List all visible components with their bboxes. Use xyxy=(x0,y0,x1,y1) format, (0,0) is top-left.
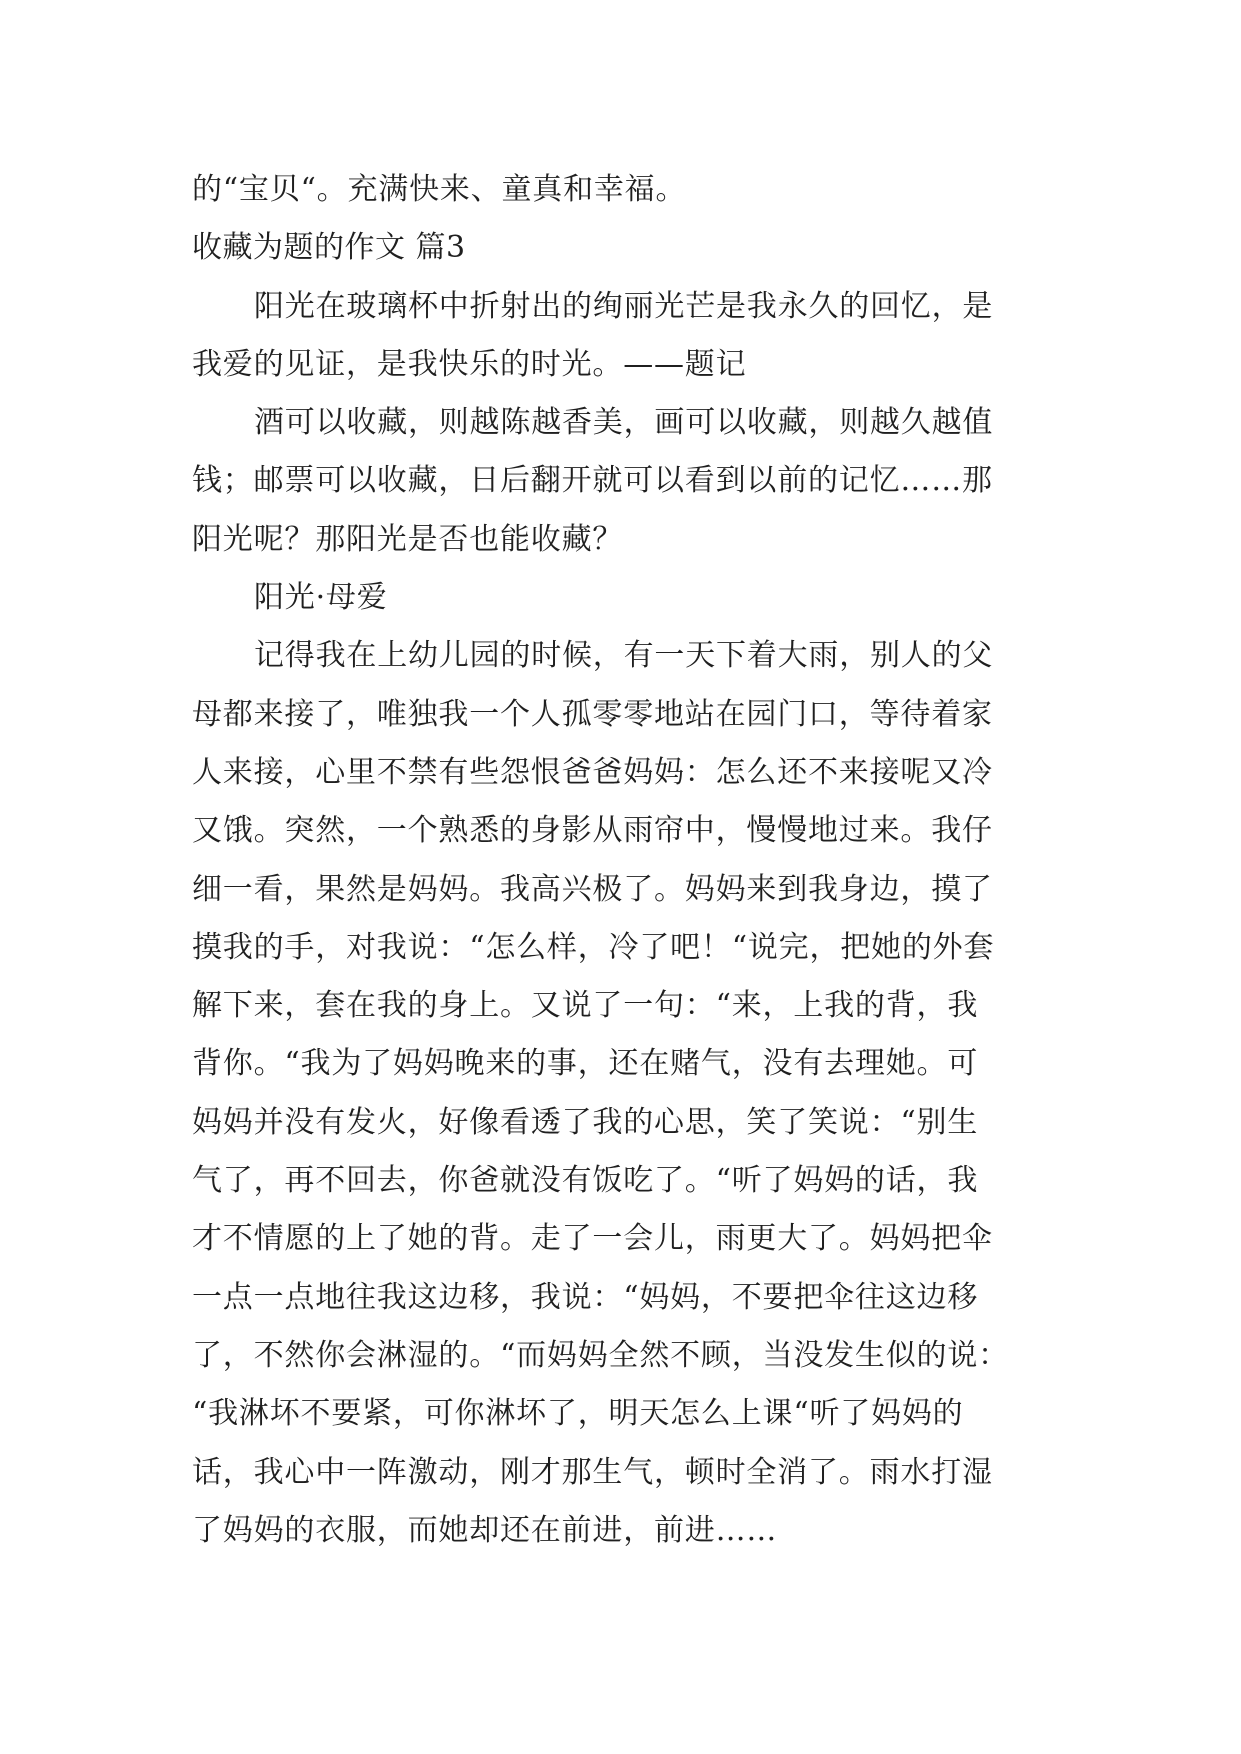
text-line: 了，不然你会淋湿的。“而妈妈全然不顾，当没发生似的说： xyxy=(192,1337,1009,1373)
text-line: 钱；邮票可以收藏，日后翻开就可以看到以前的记忆……那 xyxy=(192,463,993,499)
text-line: 我爱的见证，是我快乐的时光。——题记 xyxy=(192,346,747,382)
text-line: 话，我心中一阵激动，刚才那生气，顿时全消了。雨水打湿 xyxy=(192,1454,993,1490)
text-line: 人来接，心里不禁有些怨恨爸爸妈妈：怎么还不来接呢又冷 xyxy=(192,754,993,790)
text-line: 记得我在上幼儿园的时候，有一天下着大雨，别人的父 xyxy=(254,638,994,674)
text-line: 一点一点地往我这边移，我说：“妈妈，不要把伞往这边移 xyxy=(192,1279,979,1315)
text-line: 又饿。突然，一个熟悉的身影从雨帘中，慢慢地过来。我仔 xyxy=(192,813,993,849)
text-line: 了妈妈的衣服，而她却还在前进，前进…… xyxy=(192,1512,778,1548)
text-line: “我淋坏不要紧，可你淋坏了，明天怎么上课“听了妈妈的 xyxy=(192,1396,964,1432)
text-line: 才不情愿的上了她的背。走了一会儿，雨更大了。妈妈把伞 xyxy=(192,1221,993,1257)
text-line: 细一看，果然是妈妈。我高兴极了。妈妈来到我身边，摸了 xyxy=(192,871,993,907)
text-line: 背你。“我为了妈妈晚来的事，还在赌气，没有去理她。可 xyxy=(192,1046,979,1082)
text-line: 阳光·母爱 xyxy=(254,580,388,616)
text-line: 酒可以收藏，则越陈越香美，画可以收藏，则越久越值 xyxy=(254,405,994,441)
text-line: 解下来，套在我的身上。又说了一句：“来，上我的背，我 xyxy=(192,988,979,1024)
section-heading: 收藏为题的作文 篇3 xyxy=(192,230,466,266)
text-line: 气了，再不回去，你爸就没有饭吃了。“听了妈妈的话，我 xyxy=(192,1163,979,1199)
text-line: 的“宝贝“。充满快来、童真和幸福。 xyxy=(192,172,687,207)
text-line: 摸我的手，对我说：“怎么样，冷了吧！“说完，把她的外套 xyxy=(192,929,995,965)
text-line: 妈妈并没有发火，好像看透了我的心思，笑了笑说：“别生 xyxy=(192,1104,979,1140)
text-line: 阳光呢？那阳光是否也能收藏？ xyxy=(192,521,624,557)
text-line: 阳光在玻璃杯中折射出的绚丽光芒是我永久的回忆，是 xyxy=(254,288,994,324)
document-body xyxy=(192,161,1062,1560)
text-line: 母都来接了，唯独我一个人孤零零地站在园门口，等待着家 xyxy=(192,696,993,732)
